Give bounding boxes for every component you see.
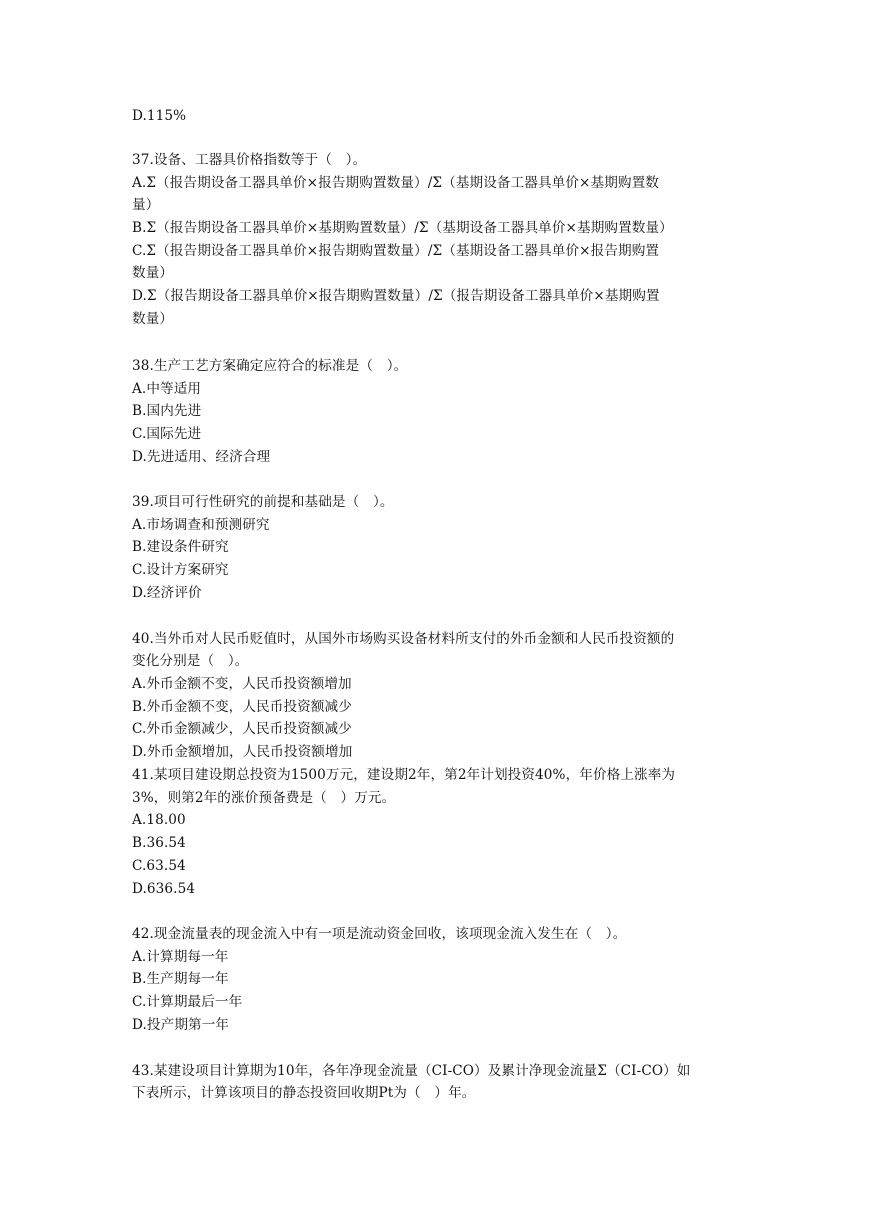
q37-option-a-cont: 量） bbox=[132, 197, 160, 213]
q40-option-c: C.外币金额减少，人民币投资额减少 bbox=[132, 721, 352, 737]
q39-option-c: C.设计方案研究 bbox=[132, 562, 229, 578]
q42-option-d: D.投产期第一年 bbox=[132, 1017, 230, 1033]
q37-option-c: C.Σ（报告期设备工器具单价×报告期购置数量）/Σ（基期设备工器具单价×报告期购置 bbox=[132, 243, 660, 259]
q38-stem: 38.生产工艺方案确定应符合的标准是（ ）。 bbox=[132, 358, 408, 374]
q37-stem: 37.设备、工器具价格指数等于（ ）。 bbox=[132, 152, 367, 168]
q37-option-b: B.Σ（报告期设备工器具单价×基期购置数量）/Σ（基期设备工器具单价×基期购置数量） bbox=[132, 220, 673, 236]
q40-option-b: B.外币金额不变，人民币投资额减少 bbox=[132, 699, 352, 715]
q43-stem: 43.某建设项目计算期为10年，各年净现金流量（CI-CO）及累计净现金流量Σ（CI-CO）如 bbox=[132, 1063, 691, 1079]
q40-stem-cont: 变化分别是（ ）。 bbox=[132, 653, 249, 669]
q40-option-d: D.外币金额增加，人民币投资额增加 bbox=[132, 744, 353, 760]
q37-option-a: A.Σ（报告期设备工器具单价×报告期购置数量）/Σ（基期设备工器具单价×基期购置数 bbox=[132, 175, 660, 191]
q38-option-b: B.国内先进 bbox=[132, 403, 202, 419]
q42-stem: 42.现金流量表的现金流入中有一项是流动资金回收，该项现金流入发生在（ ）。 bbox=[132, 926, 627, 942]
q37-option-d: D.Σ（报告期设备工器具单价×报告期购置数量）/Σ（报告期设备工器具单价×基期购置 bbox=[132, 288, 660, 304]
q41-option-d: D.636.54 bbox=[132, 881, 196, 897]
q39-option-a: A.市场调查和预测研究 bbox=[132, 517, 270, 533]
q41-stem-cont: 3%，则第2年的涨价预备费是（ ）万元。 bbox=[132, 790, 396, 806]
q37-option-c-cont: 数量） bbox=[132, 265, 174, 281]
q38-option-c: C.国际先进 bbox=[132, 426, 202, 442]
q41-stem: 41.某项目建设期总投资为1500万元，建设期2年，第2年计划投资40%，年价格上涨率为 bbox=[132, 767, 676, 783]
q42-option-b: B.生产期每一年 bbox=[132, 971, 229, 987]
q38-option-a: A.中等适用 bbox=[132, 381, 202, 397]
q41-option-b: B.36.54 bbox=[132, 835, 186, 851]
q37-option-d-cont: 数量） bbox=[132, 311, 174, 327]
q41-option-c: C.63.54 bbox=[132, 858, 186, 874]
q40-stem: 40.当外币对人民币贬值时，从国外市场购买设备材料所支付的外币金额和人民币投资额的 bbox=[132, 631, 675, 647]
q36-option-d: D.115% bbox=[132, 108, 187, 124]
q39-option-b: B.建设条件研究 bbox=[132, 539, 229, 555]
q42-option-a: A.计算期每一年 bbox=[132, 949, 229, 965]
q39-option-d: D.经济评价 bbox=[132, 585, 202, 601]
q42-option-c: C.计算期最后一年 bbox=[132, 994, 243, 1010]
q40-option-a: A.外币金额不变，人民币投资额增加 bbox=[132, 676, 352, 692]
q43-stem-cont: 下表所示，计算该项目的静态投资回收期Pt为（ ）年。 bbox=[132, 1085, 476, 1101]
q41-option-a: A.18.00 bbox=[132, 812, 186, 828]
q39-stem: 39.项目可行性研究的前提和基础是（ ）。 bbox=[132, 494, 394, 510]
q38-option-d: D.先进适用、经济合理 bbox=[132, 449, 271, 465]
